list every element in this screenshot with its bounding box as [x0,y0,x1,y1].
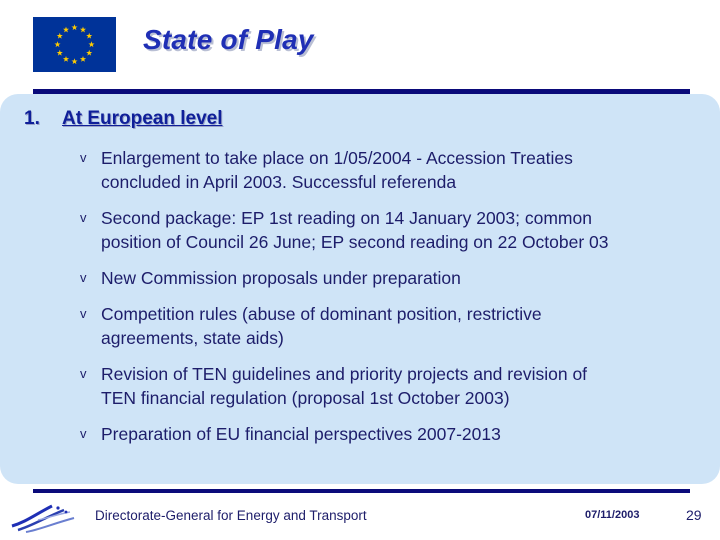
list-item [80,206,700,254]
flag-star [86,33,92,39]
flag-star [63,56,69,62]
flag-star [80,56,86,62]
flag-star [57,33,63,39]
check-bullet-icon: v [80,426,87,441]
list-item [80,302,700,350]
check-bullet-icon: v [80,210,87,225]
section-heading [24,108,223,130]
flag-star [86,50,92,56]
footer-organization: Directorate-General for Energy and Transport [95,508,367,523]
check-bullet-icon: v [80,270,87,285]
check-bullet-icon: v [80,306,87,321]
flag-star [80,27,86,33]
list-item [80,362,700,410]
flag-star [63,27,69,33]
bullet-line: Competition rules (abuse of dominant position, restrictive [101,304,542,324]
bullet-line: position of Council 26 June; EP second reading on 22 October 03 [101,232,609,252]
bullet-line: Preparation of EU financial perspectives 2007-2013 [101,424,501,444]
check-bullet-icon: v [80,366,87,381]
flag-star [54,41,60,47]
list-item [80,146,700,194]
list-item [80,422,700,446]
eu-flag-icon [33,17,116,72]
list-item [80,266,700,290]
check-bullet-icon: v [80,150,87,165]
flag-star [57,50,63,56]
flag-star [71,58,77,64]
bullet-line: agreements, state aids) [101,328,284,348]
bullet-list [80,146,700,446]
dg-logo-icon [8,500,80,534]
bullet-line: New Commission proposals under preparation [101,268,461,288]
bottom-divider [33,489,690,493]
section-heading-text: At European level [62,108,223,129]
section-number: 1. [24,108,40,129]
bullet-line: Enlargement to take place on 1/05/2004 - Accession Treaties [101,148,573,168]
bullet-line: Revision of TEN guidelines and priority projects and revision of [101,364,588,384]
slide-title: State of Play [143,24,314,55]
flag-star [71,24,77,30]
flag-star [88,41,94,47]
bullet-line: TEN financial regulation (proposal 1st October 2003) [101,388,510,408]
bullet-line: concluded in April 2003. Successful referenda [101,172,457,192]
bullet-line: Second package: EP 1st reading on 14 January 2003; common [101,208,592,228]
footer-date: 07/11/2003 [585,509,640,521]
page-number: 29 [686,507,702,523]
